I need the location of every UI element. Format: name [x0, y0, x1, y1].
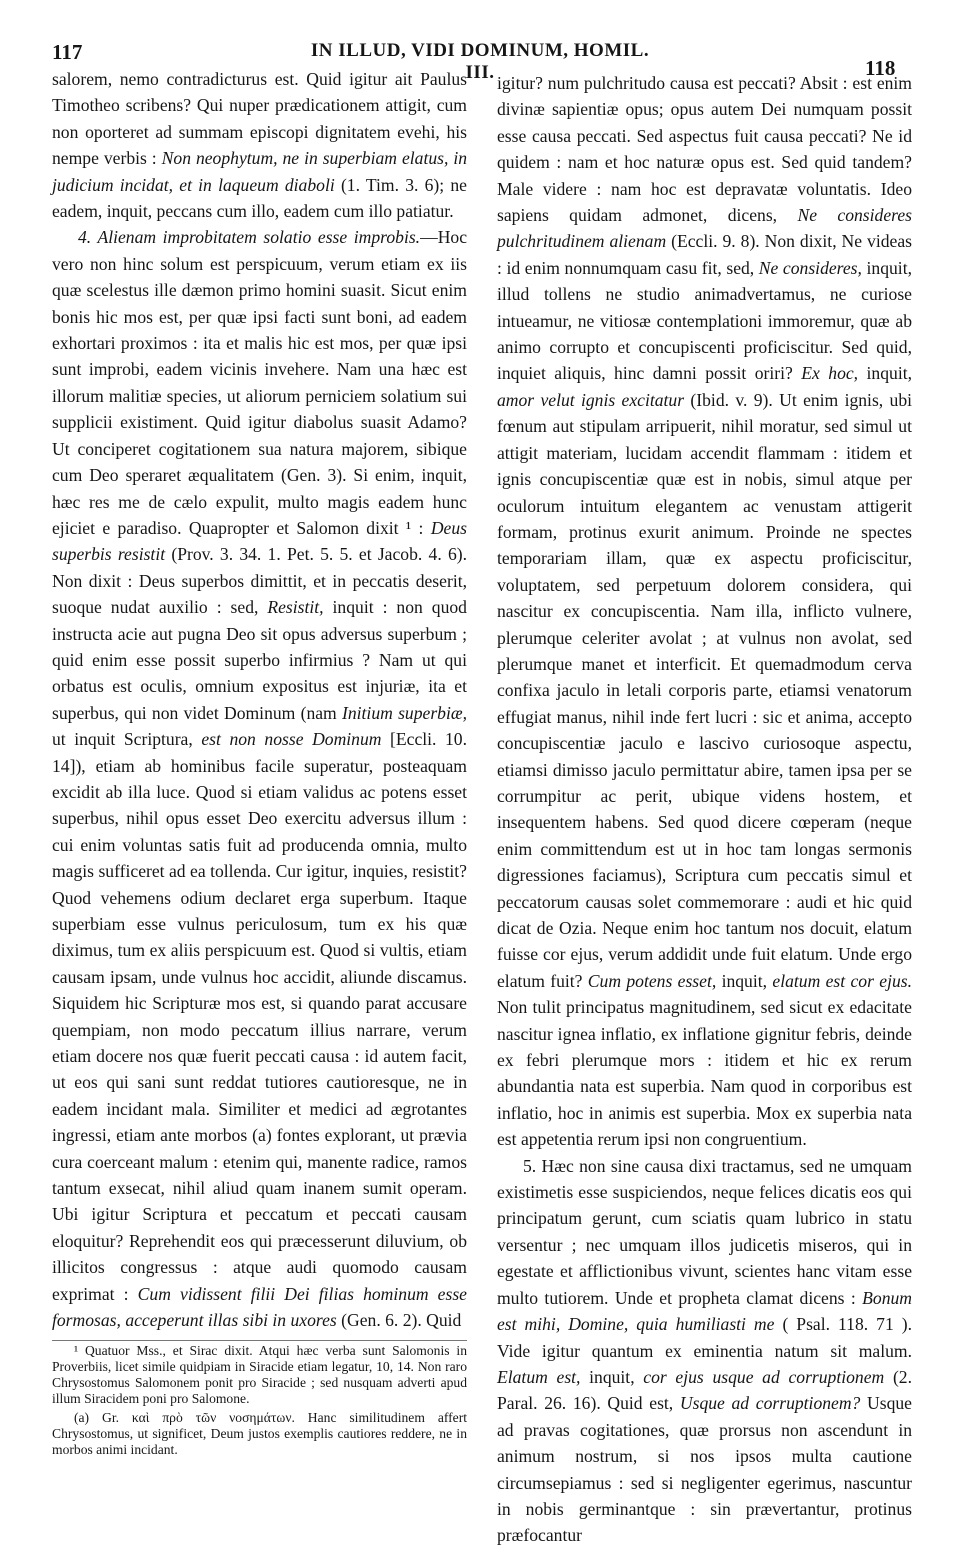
text-run: Ut enim ignis, ubi fœnum aut stipulam arripuerit, nihil moratur, sed simul ut attigit materiam, lucidam accendit flammam : itidem et ignis concupiscentiæ quæ est in nobis, simul atque per oculorum intuitum elegantem ac venustam attigerit formam, protinus exurit animum. Proinde ne spectes temporariam illam, quæ ex aspectu proficiscitur, voluptatem, sed perpetuum dolorem considera, qui nascitur ex concupiscentia. Nam illa, inflicto vulnere, plerumque celeriter avolat ; at vulnus non avolat, sed plerumque manet et interficit. Et quemadmodum cerva confixa jaculo in letali corporis parte, etiamsi venatorum effugiat manus, nihil inde fert lucri : sic et anima, accepto concupiscentiæ jaculo e lascivo curiosoque aspectu, etiamsi dimisso jaculo permittatur abire, tamen ipsa per se corrumpitur ac perit, ubique videns hostem, et insequentem habens. Sed quod dicere cœperam (neque enim committendum est ut in hoc tam longas sermonis digressiones faciamus), Scriptura cum peccatis simul et peccatorum causas solet commemorare : audi et hic quid dicat de Ozia. Neque enim hoc tantum nos docuit, elatum fuisse cor ejus, verum addidit unde fuit elatum. Unde ergo elatum fuit?	[497, 389, 912, 991]
scripture-quote: amor velut ignis excitatur	[497, 389, 685, 410]
text-run: salorem, nemo contradicturus est. Quid igitur ait Paulus Timotheo scribens? Qui nuper prædicationem attigit, cum non oporteret ad summam episcopi dignitatem evehi, his nempe verbis :	[52, 69, 467, 169]
text-run: —Hoc vero non hinc solum est perspicuum, verum etiam ex iis quæ scelestus ille dæmon primo homini suasit. Sicut enim bonis hic mos est, per quæ ipsi facti sunt boni, ad eadem exhortari proximos : ita et malis hic est mos, per quæ ipsi sunt improbi, eadem vicinis invehere. Nam una hæc est illorum malitiæ species, ut aliorum perniciem solatium sui supplicii existiment. Quid igitur diabolus suasit Adamo? Ut conciperet cogitationem sua natura majorem, sibique cum Deo speraret æqualitatem (Gen. 3). Si enim, inquit, hæc res me de cælo expulit, multo magis eadem hunc ejiciet e paradiso. Quapropter et Salomon dixit ¹ :	[52, 227, 467, 538]
text-run: inquit : non quod instructa acie aut pugna Deo sit opus adversus superbum ; quid enim esse possit superbo infirmius ? Nam ut qui orbatus est oculis, omnium expositus est injuriæ, ita et superbus, qui non videt Dominum (nam	[52, 597, 467, 723]
scripture-quote: Cum vidissent filii Dei filias hominum esse formosas, acceperunt illas sibi in uxores	[52, 1283, 467, 1331]
scripture-quote: Bonum est mihi, Domine, quia humiliasti me	[497, 1287, 912, 1335]
scripture-reference: (Gen. 6. 2). Quid	[341, 1310, 462, 1331]
scripture-quote: elatum est cor ejus.	[772, 970, 913, 991]
paragraph	[52, 224, 467, 1333]
text-run: ut inquit Scriptura,	[52, 729, 193, 750]
scripture-quote: Non neophytum, ne in superbiam elatus, in judicium incidat, et in laqueum diaboli	[52, 148, 468, 195]
page-number-right: 118	[865, 56, 896, 80]
scripture-quote: Usque ad corruptionem?	[679, 1393, 861, 1414]
scripture-quote: Cum potens esset,	[587, 970, 717, 991]
paragraph	[497, 1153, 912, 1549]
left-column	[52, 66, 467, 1334]
text-run: Vide igitur quantum ex eminentia natum sit malum.	[497, 1340, 912, 1361]
scripture-reference: ( Psal. 118. 71 ).	[782, 1314, 912, 1335]
text-run: igitur? num pulchritudo causa est peccati? Absit : est enim divinæ sapientiæ opus; opus autem Dei numquam possit esse causa peccati. Sed aspectus fuit causa peccati? Ne id quidem : nam et hoc naturæ opus est. Sed quid tandem? Male videre : nam hoc est depravatæ voluntatis. Ideo sapiens quidam admonet, dicens,	[497, 73, 912, 226]
footnotes	[52, 1340, 467, 1461]
text-run: inquit, illud tollens ne studio animadvertamus, ne curiose intueamur, ne vitiosæ contemplationi immoremur, quæ ab animo corrupto et concupiscenti proficiscitur. Sed quid, inquiet aliquis, hinc damni possit oriri?	[497, 257, 912, 384]
scripture-quote: Deus superbis resistit	[52, 517, 467, 565]
scripture-quote: cor ejus usque ad corruptionem	[643, 1366, 885, 1387]
scripture-reference: (2. Paral. 26. 16).	[497, 1366, 912, 1414]
footnote-a: (a) Gr. καὶ πρὸ τῶν νοσημάτων. Hanc similitudinem affert Chrysostomus, ut significet, Deum justos exemplis cautiores reddere, ne in morbos animi incidant.	[52, 1410, 467, 1457]
text-run: Non dixit : Deus superbos dimittit, et in peccatis deserit, suoque nudat auxilio : sed,	[52, 570, 467, 618]
text-run: inquit,	[866, 363, 913, 384]
section-heading: 4. Alienam improbitatem solatio esse improbis.	[78, 227, 421, 248]
right-column	[497, 70, 912, 1549]
scripture-quote: Resistit,	[267, 597, 324, 618]
page-number-left: 117	[52, 40, 83, 64]
scripture-reference: (Prov. 3. 34. 1. Pet. 5. 5. et Jacob. 4. 6).	[171, 544, 467, 565]
scripture-reference: (Ibid. v. 9).	[690, 389, 773, 410]
text-run: inquit,	[721, 970, 768, 991]
text-run: Non dixit, Ne videas : id enim nonnumquam casu fit, sed,	[497, 231, 912, 278]
running-title: IN ILLUD, VIDI DOMINUM, HOMIL. III.	[310, 40, 650, 83]
text-run: inquit,	[589, 1366, 635, 1387]
footnote-1: ¹ Quatuor Mss., et Sirac dixit. Atqui hæc verba sunt Salomonis in Proverbiis, licet simile quidpiam in Siracide etiam legatur, 10, 14. Non raro Chrysostomus Salomonem ponit pro Siracide ; sed nusquam adverti apud illum Siracidem poni pro Salomone.	[52, 1343, 467, 1406]
scripture-quote: Elatum est,	[497, 1366, 581, 1387]
paragraph	[52, 66, 467, 224]
text-run: Non tulit principatus magnitudinem, sed sicut ex edacitate nascitur ignea inflatio, ex inflatione gignitur febris, deinde ex febri plerumque mors : itidem et hic ex rerum abundantia nata est superbia. Nam quod in corporibus est inflatio, hoc in animis est superbia. Mox ex superbia nata est appetentia rerum ipsi non congruentium.	[497, 997, 912, 1150]
text-run: Usque ad pravas cogitationes, quæ prorsus non ascendunt in animum nostrum, si nos ipsos multa cautione circumsepiamus : sed si negligenter egerimus, nascuntur in nobis germinantque : sin prævertantur, protinus præfocantur	[497, 1393, 912, 1546]
scripture-reference: [Eccli. 10. 14]),	[52, 729, 468, 776]
paragraph	[497, 70, 912, 1153]
text-run: etiam ab hominibus facile superatur, posteaquam excidit ab illa luce. Quod si etiam validus ac potens esset superbus, nihil opus esset Deo exercitu adversus illum : cui enim voluntas satis fuit ad producenda omnia, multo magis sufficeret ad ea tollenda. Cur igitur, inquies, resistit? Quod vehemens odium declaret erga superbum. Itaque superbiam esse vulnus periculosum, tum ex his quæ diximus, tum ex aliis perspicuum est. Quod si vultis, etiam causam ipsam, unde vulnus hoc accidit, aliunde discamus. Siquidem hic Scripturæ mos est, si quando parat accusare quempiam, non modo peccatum illius narrare, verum etiam docere nos quæ fuerit peccati causa : id autem facit, ut eos qui sani sunt reddat tutiores cautioresque, ne in eadem incidant mala. Similiter et medici ad ægrotantes ingressi, etiam ante morbos (a) fontes explorant, ut prævia cura coerceant malum : etenim qui, manente radice, ramos tantum exsecat, nihil aliud quam inanem sumit operam. Ubi igitur Scriptura et peccatum et peccati causam eloquitur? Reprehendit eos qui præcesserunt diluvium, ob illicitos congressus : atque audi quomodo causam exprimat :	[52, 755, 467, 1304]
scripture-reference: (Eccli. 9. 8).	[671, 231, 760, 252]
scripture-quote: Ne consideres pulchritudinem alienam	[497, 205, 912, 252]
text-run: (1. Tim. 3. 6); ne eadem, inquit, peccans cum illo, eadem cum illo patiatur.	[52, 174, 467, 222]
scripture-quote: Ex hoc,	[801, 363, 859, 384]
scripture-quote: Initium superbiæ,	[342, 702, 467, 723]
text-run: 5. Hæc non sine causa dixi tractamus, sed ne umquam existimetis esse suspiciendos, neque felices dicatis eos qui principatum gerunt, cum sciatis quam lubrico in statu versentur ; nec umquam illos judicetis miseros, qui in egestate et afflictionibus vivunt, scientes hanc vitam esse multo tutiorem. Unde et propheta clamat dicens :	[497, 1155, 912, 1308]
scripture-quote: Ne consideres,	[758, 257, 862, 278]
scripture-quote: est non nosse Dominum	[201, 729, 382, 750]
text-run: Quid est,	[607, 1393, 674, 1414]
